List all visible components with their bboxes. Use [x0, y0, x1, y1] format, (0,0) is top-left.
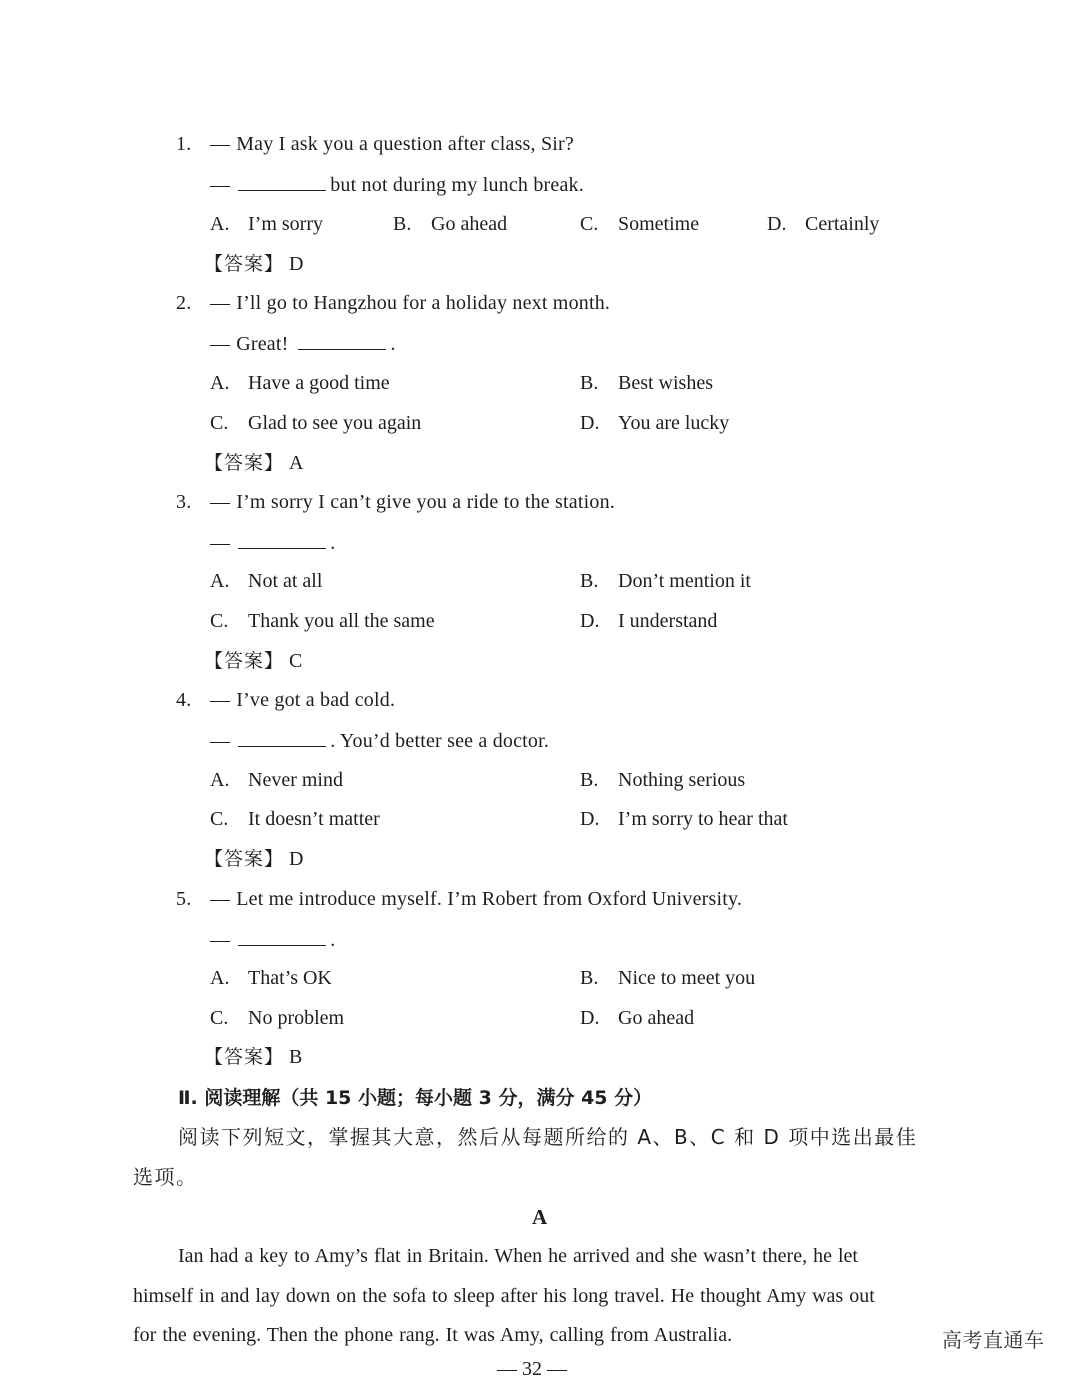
option-text: Not at all — [248, 570, 323, 592]
question-number: 4. — [176, 689, 192, 711]
question-2-option-a — [210, 371, 390, 395]
option-text: I’m sorry to hear that — [618, 808, 788, 830]
option-letter: C. — [580, 213, 599, 235]
option-letter: C. — [210, 412, 229, 434]
response-text: but not during my lunch break. — [330, 174, 584, 196]
prompt-text: I’ve got a bad cold. — [236, 689, 396, 711]
answer-label: 【答案】 — [204, 452, 285, 474]
answer-blank — [238, 728, 326, 747]
option-text: I’m sorry — [248, 213, 323, 235]
passage-line-1: Ian had a key to Amy’s flat in Britain. When he arrived and she wasn’t there, he let — [178, 1245, 858, 1267]
answer-label: 【答案】 — [204, 253, 285, 275]
prompt-text: May I ask you a question after class, Sir? — [236, 133, 574, 155]
option-letter: C. — [210, 808, 229, 830]
response-prefix: Great! — [236, 333, 289, 355]
option-text: Don’t mention it — [618, 570, 751, 592]
response-text: . — [390, 333, 396, 355]
dialogue-dash: — — [210, 888, 231, 910]
question-1-answer — [204, 252, 303, 276]
section-2-heading: Ⅱ. 阅读理解（共 15 小题；每小题 3 分，满分 45 分） — [178, 1087, 653, 1109]
option-text: Never mind — [248, 769, 343, 791]
option-text: It doesn’t matter — [248, 808, 380, 830]
option-text: Nothing serious — [618, 769, 746, 791]
question-1-response — [210, 172, 584, 197]
question-number: 3. — [176, 491, 192, 513]
question-2-prompt — [176, 291, 610, 315]
option-letter: B. — [580, 967, 599, 989]
answer-blank — [238, 927, 326, 946]
dialogue-dash: — — [210, 532, 231, 554]
question-5-answer — [204, 1045, 302, 1069]
question-3-option-d — [580, 609, 717, 633]
answer-blank — [238, 530, 326, 549]
question-5-option-c — [210, 1006, 344, 1030]
option-text: Nice to meet you — [618, 967, 756, 989]
answer-value: A — [289, 452, 304, 474]
answer-blank — [298, 331, 386, 350]
answer-label: 【答案】 — [204, 650, 285, 672]
option-letter: B. — [580, 570, 599, 592]
question-3-response — [210, 530, 335, 555]
question-4-option-b — [580, 768, 745, 792]
option-letter: B. — [580, 372, 599, 394]
dialogue-dash: — — [210, 292, 231, 314]
question-1-option-d — [767, 212, 879, 236]
question-5-prompt — [176, 887, 742, 911]
prompt-text: I’m sorry I can’t give you a ride to the station. — [236, 491, 615, 513]
option-text: Certainly — [805, 213, 880, 235]
question-3-prompt — [176, 490, 615, 514]
prompt-text: Let me introduce myself. I’m Robert from Oxford University. — [236, 888, 743, 910]
option-text: Go ahead — [431, 213, 508, 235]
dialogue-dash: — — [210, 491, 231, 513]
option-letter: B. — [393, 213, 412, 235]
answer-value: C — [289, 650, 303, 672]
question-4-option-a — [210, 768, 343, 792]
section-2-instruction-line-1: 阅读下列短文，掌握其大意，然后从每题所给的 A、B、C 和 D 项中选出最佳 — [178, 1125, 918, 1149]
question-5-option-d — [580, 1006, 694, 1030]
response-text: . You’d better see a doctor. — [330, 730, 550, 752]
dialogue-dash: — — [210, 730, 231, 752]
dialogue-dash: — — [210, 333, 231, 355]
answer-blank — [238, 172, 326, 191]
question-1-prompt — [176, 132, 574, 156]
prompt-text: I’ll go to Hangzhou for a holiday next month. — [236, 292, 611, 314]
watermark-text: 高考直通车 — [942, 1328, 1045, 1352]
option-text: Have a good time — [248, 372, 390, 394]
dialogue-dash: — — [210, 133, 231, 155]
option-letter: A. — [210, 372, 230, 394]
option-text: Sometime — [618, 213, 700, 235]
option-text: Thank you all the same — [248, 610, 435, 632]
response-text: . — [330, 532, 336, 554]
option-letter: A. — [210, 570, 230, 592]
passage-title: A — [532, 1205, 548, 1229]
question-4-answer — [204, 847, 303, 871]
dialogue-dash: — — [210, 689, 231, 711]
option-letter: B. — [580, 769, 599, 791]
option-letter: D. — [767, 213, 787, 235]
option-letter: A. — [210, 769, 230, 791]
question-1-option-c — [580, 212, 699, 236]
question-2-option-c — [210, 411, 421, 435]
option-letter: A. — [210, 213, 230, 235]
question-1-option-a — [210, 212, 323, 236]
question-number: 5. — [176, 888, 192, 910]
question-3-option-a — [210, 569, 322, 593]
answer-value: D — [289, 848, 304, 870]
option-letter: D. — [580, 610, 600, 632]
question-2-response — [210, 331, 396, 356]
answer-label: 【答案】 — [204, 1046, 285, 1068]
answer-value: D — [289, 253, 304, 275]
page-number: — 32 — — [497, 1358, 567, 1380]
passage-line-3: for the evening. Then the phone rang. It was Amy, calling from Australia. — [133, 1324, 733, 1346]
option-text: That’s OK — [248, 967, 332, 989]
section-2-instruction-line-2: 选项。 — [133, 1165, 198, 1189]
option-text: Go ahead — [618, 1007, 695, 1029]
dialogue-dash: — — [210, 929, 231, 951]
question-2-answer — [204, 451, 303, 475]
option-text: I understand — [618, 610, 718, 632]
option-letter: C. — [210, 1007, 229, 1029]
option-text: Best wishes — [618, 372, 713, 394]
option-text: Glad to see you again — [248, 412, 422, 434]
option-letter: D. — [580, 808, 600, 830]
question-3-answer — [204, 649, 302, 673]
answer-label: 【答案】 — [204, 848, 285, 870]
dialogue-dash: — — [210, 174, 231, 196]
option-letter: D. — [580, 412, 600, 434]
response-text: . — [330, 929, 336, 951]
question-4-prompt — [176, 688, 395, 712]
option-letter: A. — [210, 967, 230, 989]
question-4-option-d — [580, 807, 788, 831]
question-4-option-c — [210, 807, 380, 831]
question-1-option-b — [393, 212, 507, 236]
answer-value: B — [289, 1046, 303, 1068]
question-2-option-d — [580, 411, 729, 435]
question-5-option-a — [210, 966, 332, 990]
question-5-response — [210, 927, 335, 952]
question-2-option-b — [580, 371, 713, 395]
question-3-option-b — [580, 569, 751, 593]
passage-line-2: himself in and lay down on the sofa to sleep after his long travel. He thought Amy was out — [133, 1285, 875, 1307]
option-letter: D. — [580, 1007, 600, 1029]
question-number: 1. — [176, 133, 192, 155]
question-4-response — [210, 728, 549, 753]
question-3-option-c — [210, 609, 435, 633]
option-text: No problem — [248, 1007, 345, 1029]
question-number: 2. — [176, 292, 192, 314]
option-text: You are lucky — [618, 412, 730, 434]
option-letter: C. — [210, 610, 229, 632]
question-5-option-b — [580, 966, 755, 990]
